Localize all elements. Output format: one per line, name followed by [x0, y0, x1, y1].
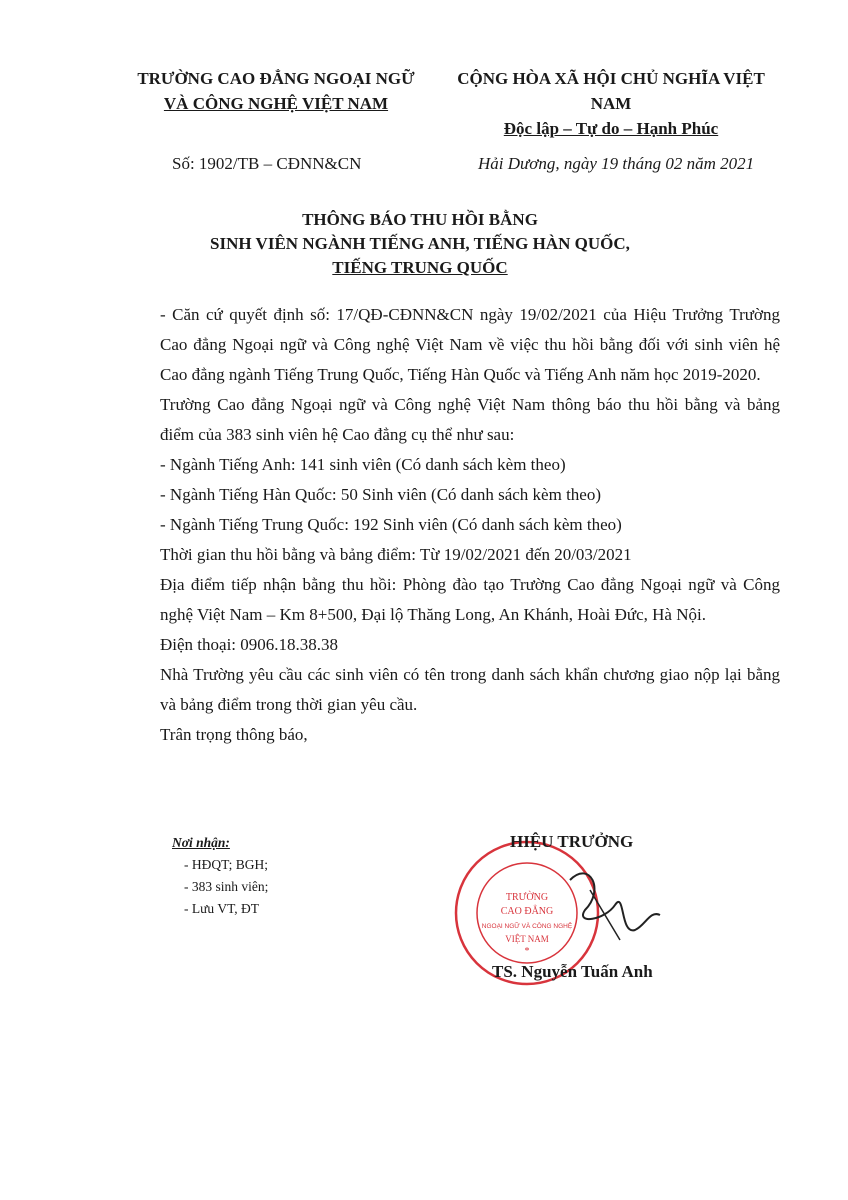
major-english: - Ngành Tiếng Anh: 141 sinh viên (Có danh sách kèm theo): [160, 455, 566, 474]
recall-location: Địa điểm tiếp nhận bằng thu hồi: Phòng đào tạo Trường Cao đẳng Ngoại ngữ và Công nghệ Việt Nam – Km 8+500, Đại lộ Thăng Long, An Khánh, Hoài Đức, Hà Nội.: [160, 575, 780, 624]
request-paragraph: Nhà Trường yêu cầu các sinh viên có tên trong danh sách khẩn chương giao nộp lại bằng và bảng điểm trong thời gian yêu cầu.: [160, 665, 780, 714]
document-number: Số: 1902/TB – CĐNN&CN: [172, 154, 362, 173]
recipients-block: [172, 832, 268, 920]
recall-period: Thời gian thu hồi bằng và bảng điểm: Từ 19/02/2021 đến 20/03/2021: [160, 545, 632, 564]
handwritten-signature: [560, 850, 670, 960]
svg-text:*: *: [524, 946, 530, 957]
svg-text:TRƯỜNG: TRƯỜNG: [505, 892, 549, 903]
svg-text:VIỆT NAM: VIỆT NAM: [505, 934, 549, 944]
document-body: [160, 300, 780, 750]
svg-text:CAO ĐẲNG: CAO ĐẲNG: [500, 906, 554, 917]
national-title: CỘNG HÒA XÃ HỘI CHỦ NGHĨA VIỆT NAM: [457, 69, 765, 113]
document-title: [160, 208, 680, 280]
basis-paragraph: - Căn cứ quyết định số: 17/QĐ-CĐNN&CN ngày 19/02/2021 của Hiệu Trưởng Trường Cao đẳng Ngoại ngữ và Công nghệ Việt Nam về việc thu hồi bằng đối với sinh viên hệ Cao đẳng ngành Tiếng Trung Quốc, Tiếng Hàn Quốc và Tiếng Anh năm học 2019-2020.: [160, 305, 780, 384]
major-korean: - Ngành Tiếng Hàn Quốc: 50 Sinh viên (Có danh sách kèm theo): [160, 485, 601, 504]
recipient-item: - 383 sinh viên;: [184, 879, 269, 894]
major-chinese: - Ngành Tiếng Trung Quốc: 192 Sinh viên (Có danh sách kèm theo): [160, 515, 622, 534]
national-header: [436, 66, 786, 141]
signatory-title: HIỆU TRƯỞNG: [510, 832, 634, 851]
recipient-item: - Lưu VT, ĐT: [184, 901, 260, 916]
issuer-line-2: VÀ CÔNG NGHỆ VIỆT NAM: [163, 94, 389, 113]
recipient-item: - HĐQT; BGH;: [184, 857, 268, 872]
title-line-2: SINH VIÊN NGÀNH TIẾNG ANH, TIẾNG HÀN QUỐC,: [210, 234, 630, 253]
contact-phone: Điện thoại: 0906.18.38.38: [160, 635, 339, 654]
issuer-line-1: TRƯỜNG CAO ĐẲNG NGOẠI NGỮ: [137, 69, 415, 88]
recipients-label: Nơi nhận:: [172, 835, 230, 850]
document-date: Hải Dương, ngày 19 tháng 02 năm 2021: [478, 154, 755, 173]
national-motto: Độc lập – Tự do – Hạnh Phúc: [503, 119, 719, 138]
svg-text:NGOẠI NGỮ VÀ CÔNG NGHỆ: NGOẠI NGỮ VÀ CÔNG NGHỆ: [481, 923, 573, 930]
title-line-1: THÔNG BÁO THU HỒI BẰNG: [302, 210, 538, 229]
notice-paragraph: Trường Cao đẳng Ngoại ngữ và Công nghệ Việt Nam thông báo thu hồi bằng và bảng điểm của 383 sinh viên hệ Cao đẳng cụ thể như sau:: [160, 395, 780, 444]
signatory-name: TS. Nguyễn Tuấn Anh: [492, 962, 653, 981]
issuer-header: [116, 66, 436, 116]
closing-line: Trân trọng thông báo,: [160, 725, 308, 744]
title-line-3: TIẾNG TRUNG QUỐC: [332, 258, 508, 277]
